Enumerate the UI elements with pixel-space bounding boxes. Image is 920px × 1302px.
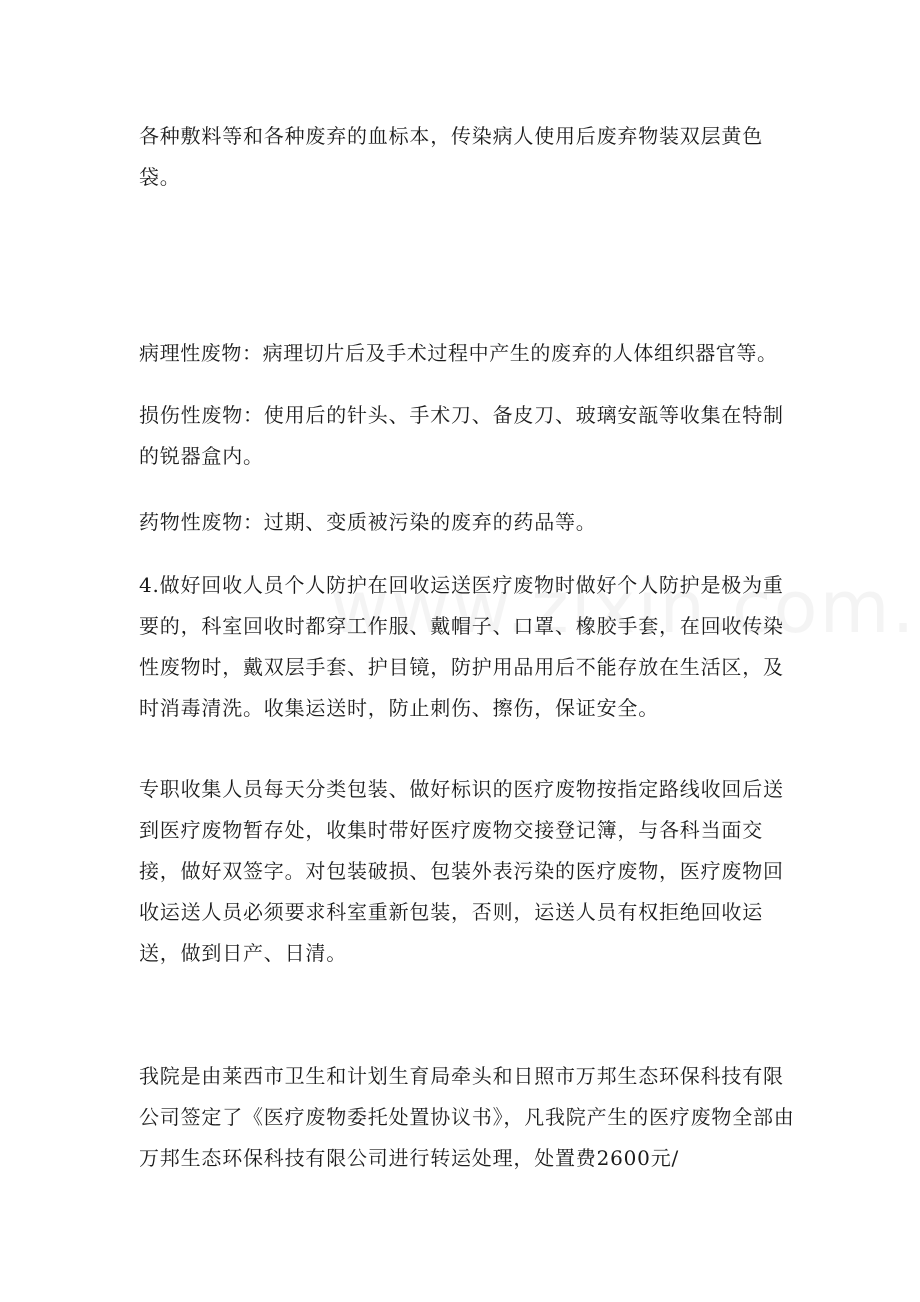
paragraph-pathological-waste: 病理性废物：病理切片后及手术过程中产生的废弃的人体组织器官等。 — [139, 341, 778, 365]
paragraph-dressing-waste: 各种敷料等和各种废弃的血标本，传染病人使用后废弃物装双层黄色袋。 — [139, 124, 763, 189]
paragraph-pharmaceutical-waste: 药物性废物：过期、变质被污染的废弃的药品等。 — [139, 510, 597, 534]
paragraph-collection-procedure: 专职收集人员每天分类包装、做好标识的医疗废物按指定路线收回后送到医疗废物暂存处，收集时带好医疗废物交接登记簿，与各科当面交接，做好双签字。对包装破损、包装外表污染的医疗废物，医疗废物回收运送人员必须要求科室重新包装，否则，运送人员有权拒绝回收运送，做到日产、日清。 — [139, 777, 784, 965]
paragraph-sharps-waste: 损伤性废物：使用后的针头、手术刀、备皮刀、玻璃安瓿等收集在特制的锐器盒内。 — [139, 403, 784, 468]
paragraph-disposal-agreement: 我院是由莱西市卫生和计划生育局牵头和日照市万邦生态环保科技有限公司签定了《医疗废物委托处置协议书》，凡我院产生的医疗废物全部由万邦生态环保科技有限公司进行转运处理，处置费2600元/ — [139, 1064, 795, 1170]
paragraph-personal-protection: 4.做好回收人员个人防护在回收运送医疗废物时做好个人防护是极为重要的，科室回收时都穿工作服、戴帽子、口罩、橡胶手套，在回收传染性废物时，戴双层手套、护目镜，防护用品用后不能存放在生活区，及时消毒清洗。收集运送时，防止刺伤、擦伤，保证安全。 — [139, 573, 784, 720]
